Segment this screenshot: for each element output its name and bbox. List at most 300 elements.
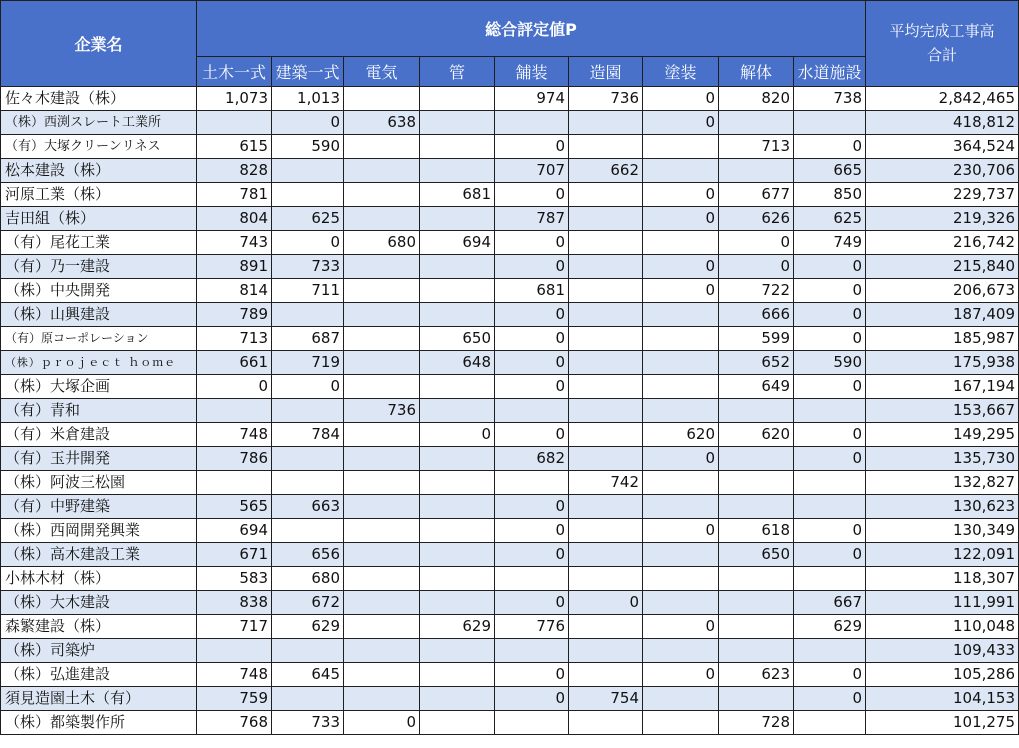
score-cell-water: 0 xyxy=(794,303,866,327)
score-cell-civil: 786 xyxy=(197,447,272,471)
score-cell-painting xyxy=(643,135,719,159)
header-row-top xyxy=(1,1,1019,57)
average-completed-work-total-header xyxy=(866,1,1019,87)
score-cell-electric xyxy=(344,447,420,471)
score-cell-civil: 717 xyxy=(197,615,272,639)
score-cell-demolition: 0 xyxy=(719,231,794,255)
score-cell-landscape xyxy=(569,519,643,543)
score-cell-demolition xyxy=(719,495,794,519)
table-row xyxy=(1,375,1019,399)
average-completed-work-cell: 187,409 xyxy=(866,303,1019,327)
score-cell-landscape xyxy=(569,135,643,159)
score-cell-painting xyxy=(643,159,719,183)
score-cell-painting xyxy=(643,687,719,711)
company-name-cell: （有）青和 xyxy=(1,399,197,423)
score-cell-landscape xyxy=(569,423,643,447)
score-cell-civil: 814 xyxy=(197,279,272,303)
score-cell-water: 665 xyxy=(794,159,866,183)
score-cell-civil xyxy=(197,111,272,135)
score-cell-demolition: 649 xyxy=(719,375,794,399)
company-name-cell: 須見造園土木（有） xyxy=(1,687,197,711)
score-cell-landscape xyxy=(569,639,643,663)
score-cell-landscape xyxy=(569,447,643,471)
company-name-cell: （株）都築製作所 xyxy=(1,711,197,735)
table-body xyxy=(1,87,1019,735)
score-cell-landscape xyxy=(569,111,643,135)
score-cell-landscape: 742 xyxy=(569,471,643,495)
score-cell-pipe xyxy=(420,135,495,159)
table-row xyxy=(1,399,1019,423)
table-row xyxy=(1,159,1019,183)
score-cell-building xyxy=(272,471,344,495)
average-completed-work-cell: 153,667 xyxy=(866,399,1019,423)
score-cell-demolition: 620 xyxy=(719,423,794,447)
score-cell-demolition: 820 xyxy=(719,87,794,111)
score-cell-pipe xyxy=(420,447,495,471)
table-row xyxy=(1,423,1019,447)
company-name-cell: （株）高木建設工業 xyxy=(1,543,197,567)
score-cell-pipe xyxy=(420,663,495,687)
score-cell-civil: 0 xyxy=(197,375,272,399)
table-row xyxy=(1,231,1019,255)
company-name-cell: （有）中野建築 xyxy=(1,495,197,519)
average-completed-work-cell: 149,295 xyxy=(866,423,1019,447)
score-cell-electric xyxy=(344,423,420,447)
score-cell-paving xyxy=(495,471,569,495)
score-cell-painting xyxy=(643,639,719,663)
score-cell-painting xyxy=(643,591,719,615)
score-cell-pipe xyxy=(420,111,495,135)
score-cell-building: 784 xyxy=(272,423,344,447)
table-row xyxy=(1,543,1019,567)
score-cell-demolition: 599 xyxy=(719,327,794,351)
score-cell-pipe xyxy=(420,471,495,495)
average-completed-work-cell: 230,706 xyxy=(866,159,1019,183)
company-name-cell: （有）尾花工業 xyxy=(1,231,197,255)
score-cell-landscape: 736 xyxy=(569,87,643,111)
score-cell-water xyxy=(794,711,866,735)
score-cell-water: 0 xyxy=(794,447,866,471)
score-cell-paving: 0 xyxy=(495,183,569,207)
score-cell-painting xyxy=(643,351,719,375)
category-header-civil: 土木一式 xyxy=(197,57,272,87)
score-cell-water: 0 xyxy=(794,423,866,447)
score-cell-civil: 768 xyxy=(197,711,272,735)
score-cell-water xyxy=(794,471,866,495)
score-cell-painting: 0 xyxy=(643,183,719,207)
score-cell-pipe: 629 xyxy=(420,615,495,639)
score-cell-landscape xyxy=(569,567,643,591)
category-header-building: 建築一式 xyxy=(272,57,344,87)
score-cell-water: 0 xyxy=(794,543,866,567)
table-row xyxy=(1,591,1019,615)
score-cell-building xyxy=(272,447,344,471)
score-cell-painting xyxy=(643,231,719,255)
score-cell-civil: 713 xyxy=(197,327,272,351)
table-row xyxy=(1,687,1019,711)
score-cell-paving: 776 xyxy=(495,615,569,639)
score-cell-building: 733 xyxy=(272,711,344,735)
score-cell-water: 0 xyxy=(794,687,866,711)
score-cell-landscape xyxy=(569,375,643,399)
score-cell-painting: 0 xyxy=(643,663,719,687)
score-cell-paving: 0 xyxy=(495,327,569,351)
score-cell-building: 687 xyxy=(272,327,344,351)
score-cell-demolition: 677 xyxy=(719,183,794,207)
company-name-header: 企業名 xyxy=(1,1,197,87)
score-cell-paving: 787 xyxy=(495,207,569,231)
score-cell-building xyxy=(272,183,344,207)
score-cell-electric xyxy=(344,303,420,327)
score-cell-pipe: 0 xyxy=(420,423,495,447)
score-cell-pipe xyxy=(420,399,495,423)
score-cell-painting xyxy=(643,303,719,327)
score-cell-paving xyxy=(495,639,569,663)
score-cell-pipe xyxy=(420,543,495,567)
score-cell-demolition xyxy=(719,159,794,183)
score-cell-electric xyxy=(344,183,420,207)
table-row xyxy=(1,255,1019,279)
score-cell-paving: 0 xyxy=(495,519,569,543)
score-cell-water: 738 xyxy=(794,87,866,111)
score-cell-building: 663 xyxy=(272,495,344,519)
score-cell-water: 0 xyxy=(794,519,866,543)
score-cell-paving: 974 xyxy=(495,87,569,111)
average-header-line-1: 平均完成工事高 xyxy=(889,22,995,40)
score-cell-civil: 565 xyxy=(197,495,272,519)
score-cell-building xyxy=(272,687,344,711)
table-row xyxy=(1,663,1019,687)
score-cell-water xyxy=(794,399,866,423)
company-name-cell: （有）原コーポレーション xyxy=(1,327,197,351)
score-cell-landscape xyxy=(569,663,643,687)
score-cell-landscape xyxy=(569,183,643,207)
average-completed-work-cell: 364,524 xyxy=(866,135,1019,159)
average-completed-work-cell: 122,091 xyxy=(866,543,1019,567)
score-cell-water: 0 xyxy=(794,327,866,351)
score-cell-landscape: 662 xyxy=(569,159,643,183)
score-cell-pipe: 650 xyxy=(420,327,495,351)
score-cell-building xyxy=(272,399,344,423)
score-cell-paving: 0 xyxy=(495,591,569,615)
score-cell-paving: 0 xyxy=(495,351,569,375)
score-cell-electric xyxy=(344,687,420,711)
score-cell-landscape xyxy=(569,711,643,735)
score-cell-electric xyxy=(344,663,420,687)
average-completed-work-cell: 219,326 xyxy=(866,207,1019,231)
average-completed-work-cell: 130,349 xyxy=(866,519,1019,543)
score-cell-civil: 781 xyxy=(197,183,272,207)
total-rating-p-header: 総合評定値P xyxy=(197,1,866,57)
score-cell-paving: 0 xyxy=(495,255,569,279)
score-cell-electric xyxy=(344,591,420,615)
category-header-electric: 電気 xyxy=(344,57,420,87)
score-cell-civil: 615 xyxy=(197,135,272,159)
score-cell-landscape xyxy=(569,399,643,423)
score-cell-electric xyxy=(344,207,420,231)
table-row xyxy=(1,519,1019,543)
score-cell-painting: 0 xyxy=(643,87,719,111)
company-name-cell: （株）司築炉 xyxy=(1,639,197,663)
score-cell-building xyxy=(272,519,344,543)
score-cell-water: 629 xyxy=(794,615,866,639)
table-row xyxy=(1,567,1019,591)
score-cell-building xyxy=(272,303,344,327)
score-cell-pipe xyxy=(420,639,495,663)
average-completed-work-cell: 167,194 xyxy=(866,375,1019,399)
score-cell-building: 0 xyxy=(272,231,344,255)
score-cell-building: 629 xyxy=(272,615,344,639)
score-cell-paving: 0 xyxy=(495,375,569,399)
company-name-cell: 森繁建設（株） xyxy=(1,615,197,639)
score-cell-painting xyxy=(643,711,719,735)
score-cell-paving: 0 xyxy=(495,423,569,447)
score-cell-painting xyxy=(643,495,719,519)
score-cell-building: 1,013 xyxy=(272,87,344,111)
table-row xyxy=(1,351,1019,375)
score-cell-landscape xyxy=(569,303,643,327)
score-cell-landscape: 754 xyxy=(569,687,643,711)
score-cell-painting: 0 xyxy=(643,111,719,135)
score-cell-electric xyxy=(344,519,420,543)
score-cell-electric xyxy=(344,495,420,519)
score-cell-water xyxy=(794,639,866,663)
score-cell-water xyxy=(794,495,866,519)
score-cell-water xyxy=(794,111,866,135)
average-completed-work-cell: 109,433 xyxy=(866,639,1019,663)
company-name-cell: 佐々木建設（株） xyxy=(1,87,197,111)
score-cell-painting xyxy=(643,327,719,351)
score-cell-electric xyxy=(344,471,420,495)
score-cell-civil: 759 xyxy=(197,687,272,711)
score-cell-electric xyxy=(344,279,420,303)
category-header-painting: 塗装 xyxy=(643,57,719,87)
score-cell-landscape xyxy=(569,255,643,279)
average-completed-work-cell: 175,938 xyxy=(866,351,1019,375)
score-cell-painting: 0 xyxy=(643,447,719,471)
score-cell-electric xyxy=(344,255,420,279)
average-completed-work-cell: 132,827 xyxy=(866,471,1019,495)
score-cell-building: 680 xyxy=(272,567,344,591)
score-cell-demolition: 650 xyxy=(719,543,794,567)
average-completed-work-cell: 110,048 xyxy=(866,615,1019,639)
score-cell-water xyxy=(794,567,866,591)
score-cell-civil: 661 xyxy=(197,351,272,375)
score-cell-building: 672 xyxy=(272,591,344,615)
score-cell-landscape xyxy=(569,543,643,567)
score-cell-electric xyxy=(344,615,420,639)
score-cell-electric xyxy=(344,375,420,399)
table-row xyxy=(1,327,1019,351)
score-cell-demolition xyxy=(719,591,794,615)
score-cell-pipe xyxy=(420,519,495,543)
category-header-paving: 舗装 xyxy=(495,57,569,87)
table-row xyxy=(1,87,1019,111)
company-name-cell: （有）大塚クリーンリネス xyxy=(1,135,197,159)
score-cell-pipe xyxy=(420,159,495,183)
score-cell-painting xyxy=(643,375,719,399)
table-row xyxy=(1,615,1019,639)
score-cell-paving: 707 xyxy=(495,159,569,183)
table-row xyxy=(1,639,1019,663)
company-name-cell: （株）阿波三松園 xyxy=(1,471,197,495)
table-row xyxy=(1,207,1019,231)
score-cell-electric xyxy=(344,135,420,159)
score-cell-pipe xyxy=(420,567,495,591)
score-cell-demolition: 713 xyxy=(719,135,794,159)
score-cell-water: 850 xyxy=(794,183,866,207)
score-cell-water: 0 xyxy=(794,375,866,399)
score-cell-pipe: 694 xyxy=(420,231,495,255)
score-cell-demolition xyxy=(719,447,794,471)
average-completed-work-cell: 118,307 xyxy=(866,567,1019,591)
score-cell-demolition: 722 xyxy=(719,279,794,303)
score-cell-civil: 748 xyxy=(197,663,272,687)
average-completed-work-cell: 185,987 xyxy=(866,327,1019,351)
score-cell-civil xyxy=(197,471,272,495)
average-completed-work-cell: 206,673 xyxy=(866,279,1019,303)
score-cell-building: 711 xyxy=(272,279,344,303)
score-cell-landscape xyxy=(569,207,643,231)
score-cell-building xyxy=(272,159,344,183)
company-name-cell: （株）山興建設 xyxy=(1,303,197,327)
score-cell-civil: 891 xyxy=(197,255,272,279)
score-cell-pipe xyxy=(420,591,495,615)
score-cell-painting: 0 xyxy=(643,279,719,303)
score-cell-painting xyxy=(643,471,719,495)
score-cell-electric xyxy=(344,543,420,567)
score-cell-landscape xyxy=(569,615,643,639)
average-completed-work-cell: 105,286 xyxy=(866,663,1019,687)
company-name-cell: （有）乃一建設 xyxy=(1,255,197,279)
company-name-cell: （株）西渕スレート工業所 xyxy=(1,111,197,135)
score-cell-water: 749 xyxy=(794,231,866,255)
score-cell-paving xyxy=(495,399,569,423)
score-cell-building: 645 xyxy=(272,663,344,687)
score-cell-civil: 838 xyxy=(197,591,272,615)
score-cell-building: 0 xyxy=(272,375,344,399)
table-row xyxy=(1,135,1019,159)
score-cell-civil: 789 xyxy=(197,303,272,327)
company-name-cell: （有）玉井開発 xyxy=(1,447,197,471)
score-cell-paving: 0 xyxy=(495,231,569,255)
score-cell-water: 667 xyxy=(794,591,866,615)
score-cell-electric xyxy=(344,327,420,351)
company-name-cell: 松本建設（株） xyxy=(1,159,197,183)
score-cell-building xyxy=(272,639,344,663)
score-cell-pipe xyxy=(420,495,495,519)
average-completed-work-cell: 229,737 xyxy=(866,183,1019,207)
score-cell-civil: 828 xyxy=(197,159,272,183)
average-completed-work-cell: 418,812 xyxy=(866,111,1019,135)
score-cell-landscape xyxy=(569,279,643,303)
score-cell-paving: 681 xyxy=(495,279,569,303)
score-cell-water: 0 xyxy=(794,255,866,279)
score-cell-landscape xyxy=(569,351,643,375)
score-cell-pipe xyxy=(420,255,495,279)
score-cell-electric xyxy=(344,567,420,591)
score-cell-electric xyxy=(344,639,420,663)
score-cell-demolition: 618 xyxy=(719,519,794,543)
score-cell-building: 590 xyxy=(272,135,344,159)
score-cell-landscape: 0 xyxy=(569,591,643,615)
table-row xyxy=(1,111,1019,135)
score-cell-civil: 694 xyxy=(197,519,272,543)
score-cell-demolition xyxy=(719,639,794,663)
table-row xyxy=(1,495,1019,519)
score-cell-landscape xyxy=(569,495,643,519)
table-row xyxy=(1,183,1019,207)
score-cell-water: 590 xyxy=(794,351,866,375)
score-cell-paving: 682 xyxy=(495,447,569,471)
company-name-cell: 吉田組（株） xyxy=(1,207,197,231)
average-completed-work-cell: 101,275 xyxy=(866,711,1019,735)
score-cell-building: 719 xyxy=(272,351,344,375)
score-cell-water: 0 xyxy=(794,663,866,687)
score-cell-paving: 0 xyxy=(495,135,569,159)
score-cell-civil: 743 xyxy=(197,231,272,255)
score-cell-electric xyxy=(344,87,420,111)
score-cell-building: 733 xyxy=(272,255,344,279)
score-cell-pipe xyxy=(420,711,495,735)
average-completed-work-cell: 111,991 xyxy=(866,591,1019,615)
company-name-cell: 河原工業（株） xyxy=(1,183,197,207)
score-cell-building: 625 xyxy=(272,207,344,231)
score-cell-paving: 0 xyxy=(495,687,569,711)
score-cell-painting: 0 xyxy=(643,207,719,231)
score-cell-demolition xyxy=(719,615,794,639)
score-cell-paving: 0 xyxy=(495,495,569,519)
score-cell-demolition xyxy=(719,471,794,495)
score-cell-demolition xyxy=(719,687,794,711)
score-cell-painting xyxy=(643,567,719,591)
score-cell-civil: 804 xyxy=(197,207,272,231)
score-cell-pipe xyxy=(420,303,495,327)
company-name-cell: 小林木材（株） xyxy=(1,567,197,591)
company-name-cell: （株）ｐｒｏｊｅｃｔ ｈｏｍｅ xyxy=(1,351,197,375)
score-cell-electric xyxy=(344,351,420,375)
category-header-pipe: 管 xyxy=(420,57,495,87)
score-cell-demolition: 623 xyxy=(719,663,794,687)
table-row xyxy=(1,447,1019,471)
company-name-cell: （株）中央開発 xyxy=(1,279,197,303)
score-cell-pipe xyxy=(420,87,495,111)
category-header-landscape: 造園 xyxy=(569,57,643,87)
score-cell-civil: 1,073 xyxy=(197,87,272,111)
company-name-cell: （株）大塚企画 xyxy=(1,375,197,399)
score-cell-paving xyxy=(495,567,569,591)
score-cell-paving: 0 xyxy=(495,663,569,687)
average-completed-work-cell: 130,623 xyxy=(866,495,1019,519)
score-cell-electric xyxy=(344,159,420,183)
average-header-line-2: 合計 xyxy=(927,46,958,64)
score-cell-pipe xyxy=(420,687,495,711)
score-cell-demolition: 728 xyxy=(719,711,794,735)
average-completed-work-cell: 135,730 xyxy=(866,447,1019,471)
score-cell-water: 625 xyxy=(794,207,866,231)
score-cell-demolition: 0 xyxy=(719,255,794,279)
category-header-water: 水道施設 xyxy=(794,57,866,87)
score-cell-civil: 748 xyxy=(197,423,272,447)
table-row xyxy=(1,711,1019,735)
score-cell-civil: 583 xyxy=(197,567,272,591)
score-cell-electric: 0 xyxy=(344,711,420,735)
score-cell-civil xyxy=(197,639,272,663)
company-name-cell: （有）米倉建設 xyxy=(1,423,197,447)
score-cell-pipe xyxy=(420,207,495,231)
score-cell-painting: 0 xyxy=(643,255,719,279)
score-cell-landscape xyxy=(569,231,643,255)
